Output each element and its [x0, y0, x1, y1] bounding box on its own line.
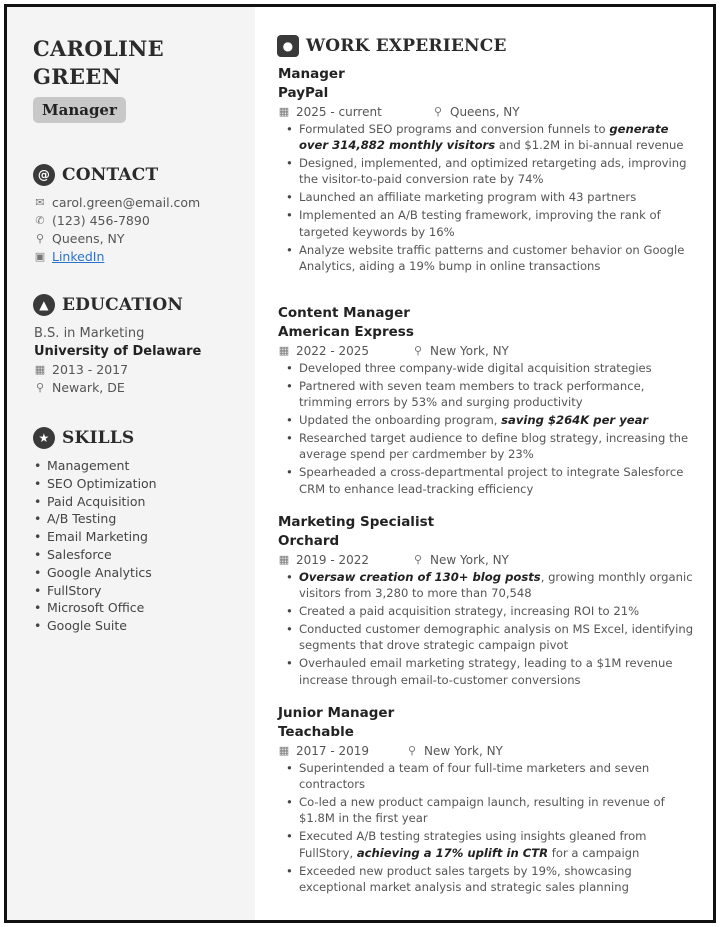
job-company: Teachable — [278, 724, 354, 740]
job-location: New York, NY — [424, 744, 503, 758]
at-sign-icon: @ — [33, 164, 55, 186]
skill-item: • Email Marketing — [33, 528, 157, 546]
education-degree: B.S. in Marketing — [34, 326, 145, 341]
skill-item: • Google Analytics — [33, 564, 157, 582]
job-bullet: • Implemented an A/B testing framework, improving the rank of targeted keywords by 16% — [278, 207, 695, 239]
job-entry — [278, 65, 695, 276]
job-entry — [278, 513, 695, 690]
map-pin-icon: ⚲ — [407, 744, 417, 757]
job-dates: 2025 - current — [296, 105, 382, 119]
skill-item: • SEO Optimization — [33, 475, 157, 493]
job-location-wrap — [432, 103, 520, 121]
contact-phone-row — [34, 212, 200, 230]
calendar-icon: ▦ — [278, 344, 290, 357]
skill-item: • A/B Testing — [33, 510, 157, 528]
job-meta — [278, 342, 695, 360]
job-bullet: • Co-led a new product campaign launch, resulting in revenue of $1.8M in the first year — [278, 794, 695, 826]
skills-list — [33, 457, 157, 635]
job-bullet: • Formulated SEO programs and conversion funnels to generate over 314,882 monthly visitors and $1.2M in bi-annual revenue — [278, 121, 695, 153]
map-pin-icon: ⚲ — [433, 105, 443, 118]
job-title: Junior Manager — [278, 705, 395, 721]
job-location-wrap — [412, 551, 509, 569]
map-pin-icon: ⚲ — [35, 232, 45, 245]
calendar-icon: ▦ — [278, 744, 290, 757]
job-location-wrap — [412, 342, 509, 360]
contact-linkedin-row — [34, 248, 200, 266]
education-dates-row — [34, 361, 201, 379]
education-location: Newark, DE — [52, 380, 125, 395]
job-bullets — [278, 121, 695, 274]
education-info — [34, 325, 201, 397]
job-entry — [278, 704, 695, 897]
job-meta — [278, 103, 695, 121]
job-bullets — [278, 360, 695, 497]
job-bullet: • Exceeded new product sales targets by 19%, showcasing exceptional market analysis and strategic sales planning — [278, 863, 695, 895]
map-pin-icon: ⚲ — [413, 344, 423, 357]
graduation-cap-icon: ▲ — [33, 294, 55, 316]
education-heading-label: EDUCATION — [62, 295, 184, 315]
skill-item: • Management — [33, 457, 157, 475]
skill-item: • Salesforce — [33, 546, 157, 564]
job-bullet: • Designed, implemented, and optimized retargeting ads, improving the visitor-to-paid conversion rate by 74% — [278, 155, 695, 187]
education-school: University of Delaware — [34, 344, 202, 359]
job-entry — [278, 304, 695, 499]
contact-location: Queens, NY — [52, 231, 125, 246]
job-title: Marketing Specialist — [278, 514, 435, 530]
job-meta — [278, 551, 695, 569]
job-company: Orchard — [278, 533, 340, 549]
resume-page — [4, 4, 716, 923]
job-title-badge: Manager — [33, 97, 126, 123]
job-location: New York, NY — [430, 344, 509, 358]
contact-phone: (123) 456-7890 — [52, 213, 150, 228]
calendar-icon: ▦ — [278, 553, 290, 566]
job-meta — [278, 742, 695, 760]
job-bullet: • Overhauled email marketing strategy, leading to a $1M revenue increase through email-to-customer conversions — [278, 655, 695, 687]
job-bullet: • Oversaw creation of 130+ blog posts, growing monthly organic visitors from 3,280 to more than 70,548 — [278, 569, 695, 601]
job-company: American Express — [278, 324, 414, 340]
job-bullet: • Analyze website traffic patterns and customer behavior on Google Analytics, aiding a 19% bump in online transactions — [278, 242, 695, 274]
job-location-wrap — [406, 742, 503, 760]
job-location: New York, NY — [430, 553, 509, 567]
star-icon: ★ — [33, 427, 55, 449]
job-bullet: • Launched an affiliate marketing program with 43 partners — [278, 189, 695, 205]
contact-heading-label: CONTACT — [62, 165, 159, 185]
work-experience-heading-label: WORK EXPERIENCE — [306, 36, 507, 56]
candidate-name — [33, 35, 164, 91]
name-last: GREEN — [33, 64, 122, 89]
skill-item: • Microsoft Office — [33, 599, 157, 617]
skill-item: • FullStory — [33, 582, 157, 600]
linkedin-link[interactable]: LinkedIn — [52, 249, 105, 264]
map-pin-icon: ⚲ — [35, 381, 45, 394]
envelope-icon: ✉ — [35, 196, 45, 209]
skill-item: • Google Suite — [33, 617, 157, 635]
job-bullet: • Conducted customer demographic analysis on MS Excel, identifying segments that drove strategic campaign pivot — [278, 621, 695, 653]
phone-icon: ✆ — [35, 214, 45, 227]
job-title: Content Manager — [278, 305, 410, 321]
job-bullets — [278, 569, 695, 688]
education-dates: 2013 - 2017 — [52, 362, 129, 377]
skills-heading — [33, 427, 134, 449]
job-title: Manager — [278, 66, 345, 82]
job-bullet: • Executed A/B testing strategies using insights gleaned from FullStory, achieving a 17% uplift in CTR for a campaign — [278, 828, 695, 860]
contact-location-row — [34, 230, 200, 248]
calendar-icon: ▦ — [34, 363, 46, 376]
main-content — [255, 7, 713, 920]
job-location: Queens, NY — [450, 105, 520, 119]
job-company: PayPal — [278, 85, 329, 101]
job-bullet: • Superintended a team of four full-time marketers and seven contractors — [278, 760, 695, 792]
job-bullets — [278, 760, 695, 895]
person-icon: ● — [277, 35, 299, 57]
linkedin-icon: ▣ — [34, 250, 46, 263]
contact-email-row — [34, 194, 200, 212]
calendar-icon: ▦ — [278, 105, 290, 118]
contact-heading — [33, 164, 158, 186]
education-heading — [33, 294, 183, 316]
job-bullet: • Updated the onboarding program, saving $264K per year — [278, 412, 695, 428]
job-bullet: • Researched target audience to define blog strategy, increasing the average spend per cardmember by 23% — [278, 430, 695, 462]
skill-item: • Paid Acquisition — [33, 493, 157, 511]
job-bullet: • Partnered with seven team members to track performance, trimming errors by 53% and surging productivity — [278, 378, 695, 410]
education-location-row — [34, 379, 201, 397]
contact-info — [34, 194, 200, 266]
map-pin-icon: ⚲ — [413, 553, 423, 566]
sidebar — [7, 7, 255, 920]
job-bullet: • Created a paid acquisition strategy, increasing ROI to 21% — [278, 603, 695, 619]
work-experience-heading — [277, 35, 507, 57]
job-bullet: • Spearheaded a cross-departmental project to integrate Salesforce CRM to enhance lead-tracking efficiency — [278, 464, 695, 496]
skills-heading-label: SKILLS — [62, 428, 135, 448]
job-dates: 2019 - 2022 — [296, 553, 370, 567]
job-bullet: • Developed three company-wide digital acquisition strategies — [278, 360, 695, 376]
name-first: CAROLINE — [33, 36, 164, 61]
job-dates: 2017 - 2019 — [296, 744, 370, 758]
job-dates: 2022 - 2025 — [296, 344, 370, 358]
contact-email[interactable]: carol.green@email.com — [52, 195, 201, 210]
